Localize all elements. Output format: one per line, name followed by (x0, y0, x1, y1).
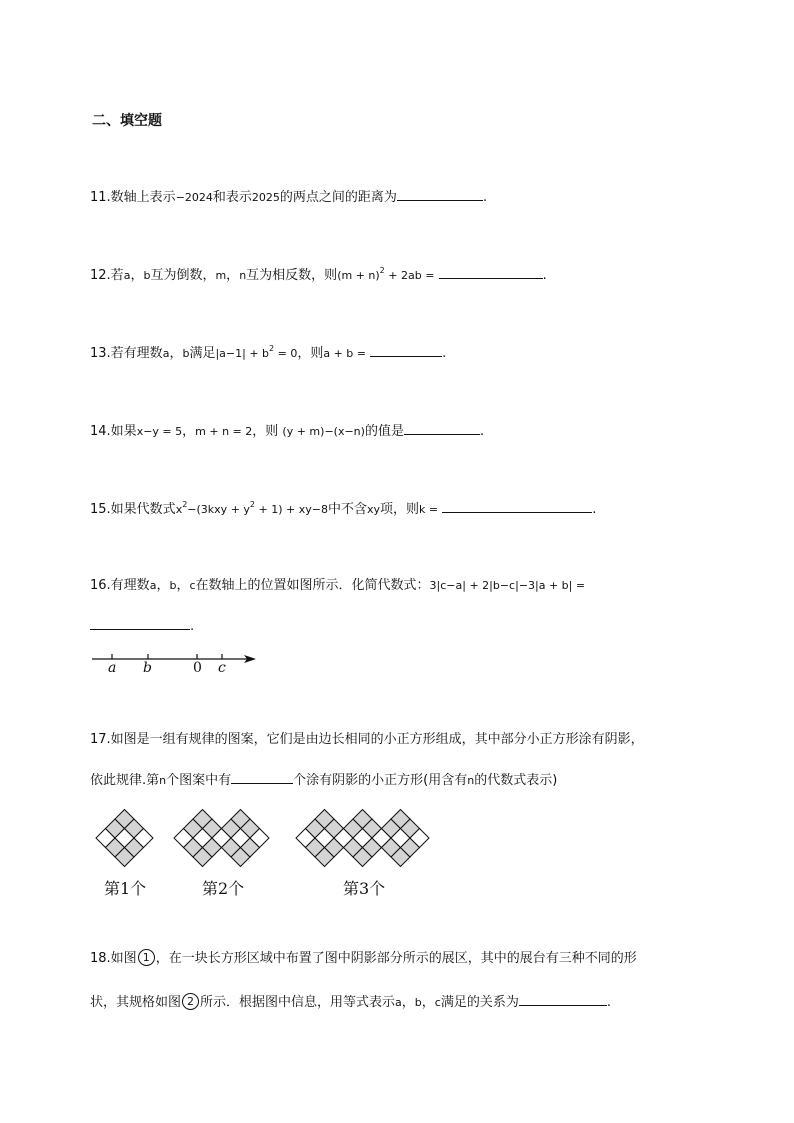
question-18-line-1 (90, 949, 637, 969)
q18-var-b: b (414, 996, 422, 1009)
q12-exponent: 2 (379, 266, 385, 275)
q18-comma: ， (401, 995, 415, 1010)
q16-answer-line (90, 615, 194, 637)
q14-answer-blank[interactable] (404, 420, 480, 435)
q12-text-3: 互为相反数，则 (246, 268, 338, 283)
q17-text-2: 依此规律.第 (90, 773, 160, 788)
q13-comma: ， (169, 346, 183, 361)
q18-var-a: a (395, 996, 402, 1009)
section-title: 二、填空题 (92, 113, 162, 129)
q15-answer-blank[interactable] (442, 498, 592, 513)
q14-expression: (y + m)−(x−n) (282, 425, 365, 438)
q12-var-b: b (143, 269, 151, 282)
q15-exponent-1: 2 (182, 500, 188, 509)
q11-number-1: −2024 (175, 191, 213, 204)
q12-var-a: a (123, 269, 131, 282)
q12-var-n: n (239, 269, 247, 282)
question-11 (90, 186, 487, 208)
q17-var-n-2: n (467, 774, 475, 787)
q18-figure-1-marker: 1 (138, 949, 155, 966)
q15-text-3: 项，则 (380, 502, 420, 517)
q17-text-5: 的代数式表示) (474, 773, 558, 788)
q17-text: 17.如图是一组有规律的图案，它们是由边长相同的小正方形组成，其中部分小正方形涂有阴影， (90, 732, 644, 747)
q11-text: 11.数轴上表示 (90, 190, 176, 205)
q17-var-n: n (159, 774, 167, 787)
q16-var-a: a (149, 579, 157, 592)
q16-text: 16.有理数 (90, 578, 150, 593)
q15-exponent-2: 2 (249, 500, 256, 509)
question-17-line-2 (90, 769, 557, 791)
q13-exponent: 2 (269, 344, 275, 353)
pattern-caption-2: 第2个 (202, 879, 245, 898)
q18-comma-2: ， (421, 995, 435, 1010)
q12-text-2: 互为倒数， (150, 268, 216, 283)
pattern-figures (90, 806, 440, 872)
q18-var-c: c (434, 996, 441, 1009)
q15-var-k: k = (419, 503, 439, 516)
q16-expression: 3|c−a| + 2|b−c|−3|a + b| = (429, 579, 586, 592)
question-16 (90, 576, 585, 596)
q13-answer-blank[interactable] (370, 342, 442, 357)
q15-text: 15.如果代数式 (90, 502, 176, 517)
q13-text-3: ，则 (297, 346, 324, 361)
q13-text: 13.若有理数 (90, 346, 163, 361)
q16-comma: ， (156, 578, 170, 593)
question-12 (90, 264, 547, 286)
q18-text-2: ，在一块长方形区域中布置了图中阴影部分所示的展区，其中的展台有三种不同的形 (155, 951, 637, 966)
q12-period: . (542, 268, 547, 283)
q13-expression-2: = 0 (274, 347, 298, 360)
number-line-label-b: b (143, 660, 152, 676)
q17-text-3: 个图案中有 (166, 773, 232, 788)
q18-figure-2-marker: 2 (182, 993, 199, 1010)
q15-expression: x (175, 503, 183, 516)
q12-comma: ， (130, 268, 144, 283)
q11-answer-blank[interactable] (397, 186, 483, 201)
q18-text: 18.如图 (90, 951, 137, 966)
q15-var-xy: xy (366, 503, 381, 516)
q14-condition-2: m + n = 2 (195, 425, 253, 438)
pattern-caption-3: 第3个 (343, 879, 386, 898)
q11-period: . (482, 190, 488, 205)
q14-text-2: ，则 (252, 424, 279, 439)
q13-var-b: b (182, 347, 190, 360)
q16-var-c: c (189, 579, 196, 592)
q12-var-m: m (215, 269, 227, 282)
q17-answer-blank[interactable] (231, 769, 293, 784)
question-13 (90, 342, 446, 364)
q16-var-b: b (169, 579, 177, 592)
number-line-label-a: a (108, 660, 117, 676)
number-line-label-c: c (218, 660, 226, 676)
q17-text-4: 个涂有阴影的小正方形(用含有 (293, 773, 468, 788)
q14-text: 14.如果 (90, 424, 137, 439)
q15-expression-3: + 1) + xy−8 (255, 503, 328, 516)
q16-comma-2: ， (176, 578, 190, 593)
q15-period: . (592, 502, 597, 517)
q13-expression: |a−1| + b (215, 347, 270, 360)
q12-expression: (m + n) (337, 269, 380, 282)
q18-text-3: 状，其规格如图 (90, 995, 182, 1010)
q16-answer-blank[interactable] (90, 615, 190, 630)
q12-answer-blank[interactable] (439, 264, 543, 279)
q15-text-2: 中不含 (327, 502, 367, 517)
q11-number-2: 2025 (251, 191, 280, 204)
q12-text: 12.若 (90, 268, 124, 283)
q18-answer-blank[interactable] (519, 991, 607, 1006)
pattern-group (96, 810, 429, 867)
question-14 (90, 420, 484, 442)
q18-period: . (606, 995, 612, 1010)
q15-expression-2: −(3kxy + y (187, 503, 250, 516)
q18-text-5: 满足的关系为 (440, 995, 519, 1010)
q12-comma-2: ， (226, 268, 240, 283)
question-18-line-2 (90, 991, 611, 1013)
question-17-line-1 (90, 730, 644, 750)
q14-text-3: 的值是 (364, 424, 404, 439)
q11-text-3: 的两点之间的距离为 (279, 190, 397, 205)
q14-comma: ， (182, 424, 196, 439)
q18-text-4: 所示．根据图中信息，用等式表示 (200, 995, 396, 1010)
q13-period: . (442, 346, 447, 361)
q16-period: . (190, 619, 195, 634)
q16-text-2: 在数轴上的位置如图所示．化简代数式： (195, 578, 430, 593)
question-15 (90, 498, 596, 520)
q14-period: . (479, 424, 485, 439)
q13-var-a: a (162, 347, 170, 360)
q13-text-2: 满足 (189, 346, 216, 361)
q11-text-2: 和表示 (212, 190, 252, 205)
q12-expression-2: + 2ab = (384, 269, 435, 282)
q13-expression-3: a + b = (323, 347, 366, 360)
number-line-label-0: 0 (193, 660, 202, 676)
pattern-caption-1: 第1个 (104, 879, 147, 898)
q14-condition-1: x−y = 5 (136, 425, 183, 438)
